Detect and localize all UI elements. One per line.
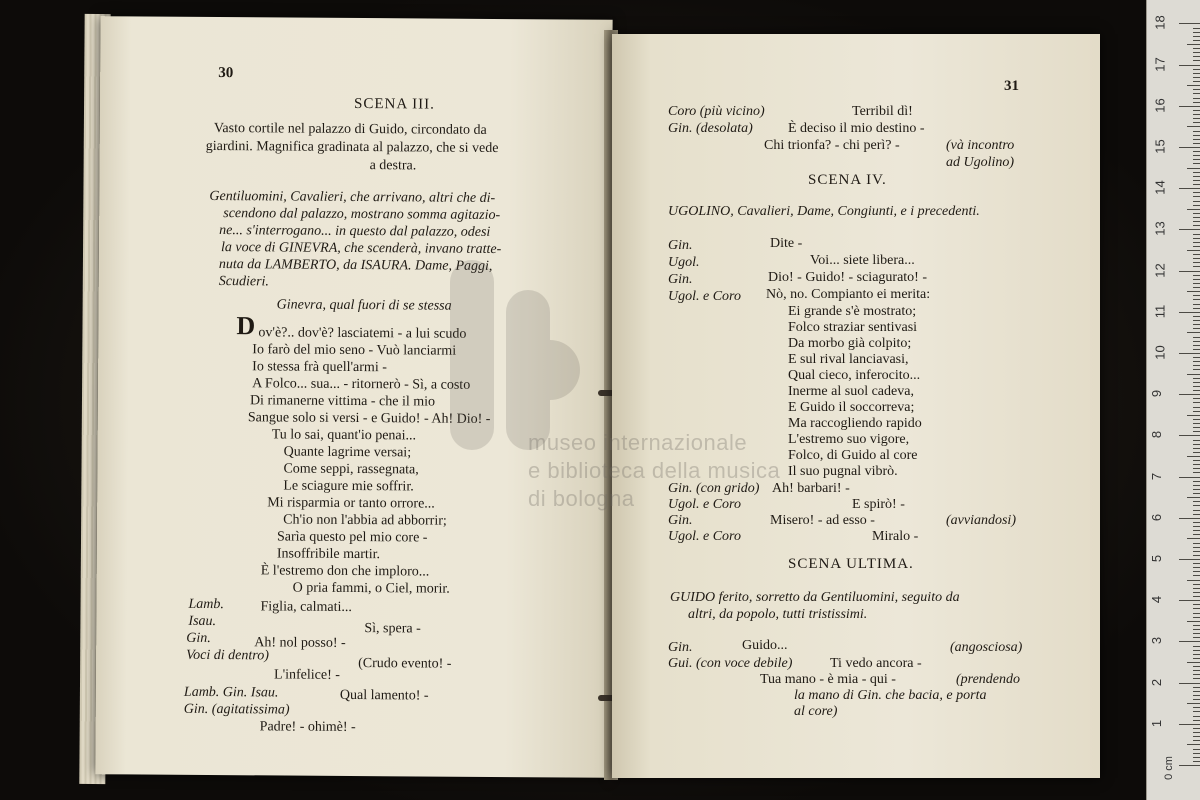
ruler-tick (1187, 291, 1200, 292)
dialogue-text: Ah! barbari! - (772, 481, 850, 496)
ruler-tick (1193, 225, 1200, 226)
ruler-tick (1193, 402, 1200, 403)
ruler-tick (1193, 328, 1200, 329)
ruler-tick (1193, 551, 1200, 552)
dialogue-text: L'infelice! - (274, 667, 340, 683)
ruler-tick (1193, 699, 1200, 700)
ruler-tick (1193, 658, 1200, 659)
ruler-tick (1193, 320, 1200, 321)
ruler-tick (1187, 126, 1200, 127)
verse-line: L'estremo suo vigore, (788, 432, 910, 447)
ruler-tick (1193, 740, 1200, 741)
ruler-tick (1193, 761, 1200, 762)
dialogue-text: Padre! - ohimè! - (259, 719, 356, 736)
ruler-tick (1193, 180, 1200, 181)
speaker-label: Ugol. e Coro (668, 529, 741, 544)
verse-line: Quante lagrime versai; (283, 444, 412, 461)
ruler-tick (1193, 650, 1200, 651)
verse-line: A Folco... sua... - ritornerò - Sì, a costo (252, 376, 471, 393)
verse-line: Sangue solo si versi - e Guido! - Ah! Dio! - (247, 410, 491, 427)
ruler-tick (1193, 98, 1200, 99)
ruler-tick (1187, 44, 1200, 45)
dialogue-text: (Crudo evento! - (358, 656, 452, 672)
speaker-label: Lamb. (188, 596, 225, 613)
verse-line: Mi risparmia or tanto orrore... (267, 495, 435, 512)
ruler-tick (1187, 497, 1200, 498)
ruler-tick (1193, 608, 1200, 609)
ruler-tick (1193, 279, 1200, 280)
verse-line: Insoffribile martir. (276, 546, 381, 563)
ruler-tick (1179, 559, 1200, 560)
ruler-tick (1193, 464, 1200, 465)
ruler-tick (1193, 196, 1200, 197)
dialogue-text: E spirò! - (852, 497, 905, 512)
ruler-tick (1193, 720, 1200, 721)
ruler-number: 18 (1152, 15, 1168, 31)
ruler-tick (1179, 229, 1200, 230)
ruler-tick (1193, 151, 1200, 152)
stage-direction-line: Gentiluomini, Cavalieri, che arrivano, altri che di- (209, 188, 496, 206)
ruler-tick (1193, 613, 1200, 614)
drop-cap: D (236, 311, 256, 341)
verse-line: Ch'io non l'abbia ad abborrir; (283, 512, 447, 529)
ruler-tick (1193, 637, 1200, 638)
dialogue-text: Figlia, calmati... (260, 599, 352, 615)
ruler-tick (1193, 275, 1200, 276)
ruler-tick (1193, 361, 1200, 362)
ruler-number: 16 (1152, 98, 1168, 113)
watermark-text: e biblioteca della musica (528, 458, 781, 483)
verse-line: Di rimanerne vittima - che il mio (249, 393, 436, 410)
stage-direction-line: Scudieri. (218, 274, 270, 290)
ruler-tick (1193, 654, 1200, 655)
ruler-tick (1193, 213, 1200, 214)
stage-note: la mano di Gin. che bacia, e porta (794, 688, 987, 703)
ruler-tick (1193, 139, 1200, 140)
ruler-tick (1193, 423, 1200, 424)
speaker-label: Gin. (agitatissima) (183, 701, 290, 718)
stage-note: (angosciosa) (950, 640, 1023, 655)
ruler-tick (1193, 258, 1200, 259)
ruler-tick (1193, 36, 1200, 37)
scene-title-3: SCENA III. (353, 95, 435, 113)
setting-line: a destra. (369, 158, 417, 174)
dialogue-text: Misero! - ad esso - (770, 513, 875, 528)
ruler-tick (1193, 93, 1200, 94)
ruler-tick (1193, 489, 1200, 490)
ruler-tick (1179, 477, 1200, 478)
ruler-number: 8 (1149, 431, 1165, 439)
stage-note: ad Ugolino) (946, 155, 1015, 170)
ruler-tick (1193, 266, 1200, 267)
ruler-tick (1193, 670, 1200, 671)
stage-direction-line: nuta da LAMBERTO, da ISAURA. Dame, Paggi, (218, 257, 493, 274)
stage-note: (avviandosi) (946, 513, 1016, 528)
ruler-tick (1193, 89, 1200, 90)
speaker-label: Isau. (188, 613, 217, 630)
watermark-text: di bologna (528, 486, 635, 511)
dialogue-text: È deciso il mio destino - (788, 121, 925, 136)
ruler-tick (1179, 518, 1200, 519)
ruler-tick (1193, 666, 1200, 667)
stage-direction-line: ne... s'interrogano... in questo dal palazzo, odesi (219, 223, 491, 240)
ruler-tick (1193, 736, 1200, 737)
verse-line: Ei grande s'è mostrato; (788, 304, 917, 319)
stage-note: (prendendo (956, 672, 1021, 687)
speaker-label: Gin. (668, 238, 693, 253)
ruler-tick (1187, 168, 1200, 169)
speaker-label: Voci di dentro) (186, 647, 269, 664)
ruler-tick (1193, 588, 1200, 589)
ruler-tick (1193, 468, 1200, 469)
stage-direction-line: scendono dal palazzo, mostrano somma agitazio- (223, 206, 501, 224)
ruler-tick (1193, 711, 1200, 712)
ruler-tick (1179, 600, 1200, 601)
ruler-tick (1193, 324, 1200, 325)
ruler-tick (1187, 374, 1200, 375)
dialogue-text: Ti vedo ancora - (830, 656, 922, 671)
ruler-tick (1187, 621, 1200, 622)
ruler-tick (1193, 304, 1200, 305)
dialogue-text: Dio! - Guido! - sciagurato! - (768, 270, 928, 285)
ruler-number: 15 (1152, 139, 1168, 154)
ruler-tick (1179, 765, 1200, 766)
verse-line: È l'estremo don che imploro... (260, 563, 430, 580)
measurement-ruler (1146, 0, 1200, 800)
ruler-tick (1193, 674, 1200, 675)
ruler-tick (1187, 209, 1200, 210)
ruler-tick (1179, 23, 1200, 24)
ruler-tick (1193, 707, 1200, 708)
ruler-tick (1187, 456, 1200, 457)
ruler-tick (1193, 60, 1200, 61)
ruler-tick (1193, 114, 1200, 115)
ruler-tick (1187, 580, 1200, 581)
ruler-tick (1193, 254, 1200, 255)
ruler-tick (1193, 48, 1200, 49)
ruler-tick (1193, 378, 1200, 379)
ruler-tick (1193, 316, 1200, 317)
ruler-tick (1193, 337, 1200, 338)
ruler-tick (1193, 217, 1200, 218)
ruler-tick (1193, 629, 1200, 630)
ruler-tick (1193, 596, 1200, 597)
ruler-tick (1193, 493, 1200, 494)
ruler-tick (1193, 357, 1200, 358)
speaker-label: Gin. (desolata) (668, 121, 753, 136)
ruler-tick (1193, 341, 1200, 342)
ruler-tick (1193, 201, 1200, 202)
right-page (612, 34, 1100, 778)
ruler-number: 12 (1152, 262, 1168, 278)
ruler-tick (1193, 135, 1200, 136)
ruler-tick (1193, 584, 1200, 585)
verse-line: Ma raccogliendo rapido (788, 416, 922, 431)
ruler-tick (1193, 77, 1200, 78)
ruler-tick (1193, 522, 1200, 523)
stage-direction-line: GUIDO ferito, sorretto da Gentiluomini, seguito da (670, 590, 960, 605)
ruler-number: 11 (1152, 304, 1168, 319)
speaker-label: Gin. (668, 640, 693, 655)
dialogue-text: Nò, no. Compianto ei merita: (766, 287, 931, 302)
speaker-label: Lamb. Gin. Isau. (183, 684, 279, 701)
dialogue-text: Ah! nol posso! - (254, 635, 346, 651)
ruler-tick (1193, 386, 1200, 387)
ruler-tick (1187, 332, 1200, 333)
verse-line: E sul rival lanciavasi, (788, 352, 909, 367)
ruler-tick (1193, 122, 1200, 123)
speaker-label: Ugol. e Coro (668, 497, 741, 512)
ruler-tick (1193, 345, 1200, 346)
ruler-tick (1179, 147, 1200, 148)
ruler-tick (1193, 728, 1200, 729)
page-number-left: 30 (218, 65, 234, 82)
ruler-tick (1193, 505, 1200, 506)
ruler-tick (1193, 407, 1200, 408)
dialogue-text: Terribil dì! (852, 104, 913, 119)
ruler-tick (1193, 184, 1200, 185)
ruler-tick (1179, 435, 1200, 436)
ruler-tick (1193, 221, 1200, 222)
ruler-number: 10 (1152, 345, 1168, 360)
ruler-tick (1193, 159, 1200, 160)
dialogue-text: Dite - (770, 236, 803, 251)
ruler-tick (1193, 646, 1200, 647)
ruler-tick (1193, 102, 1200, 103)
ruler-tick (1193, 262, 1200, 263)
ruler-tick (1193, 543, 1200, 544)
ruler-tick (1193, 176, 1200, 177)
ruler-tick (1193, 575, 1200, 576)
verse-line: Io farò del mio seno - Vuò lanciarmi (252, 342, 457, 359)
ruler-tick (1193, 69, 1200, 70)
ruler-tick (1179, 394, 1200, 395)
ruler-tick (1179, 724, 1200, 725)
ruler-tick (1179, 641, 1200, 642)
ruler-tick (1193, 514, 1200, 515)
ruler-tick (1193, 530, 1200, 531)
page-number-right: 31 (1004, 78, 1019, 94)
ruler-tick (1193, 749, 1200, 750)
ruler-tick (1193, 547, 1200, 548)
ruler-tick (1193, 440, 1200, 441)
ruler-tick (1193, 501, 1200, 502)
verse-line: Il suo pugnal vibrò. (788, 464, 898, 479)
ruler-tick (1193, 28, 1200, 29)
speaker-label: Gin. (186, 630, 211, 647)
ruler-tick (1193, 242, 1200, 243)
speaker-label: Gui. (con voce debile) (668, 656, 793, 671)
ruler-tick (1187, 744, 1200, 745)
ruler-number: 3 (1149, 637, 1165, 645)
ruler-tick (1193, 234, 1200, 235)
ruler-tick (1187, 85, 1200, 86)
ruler-tick (1193, 163, 1200, 164)
ruler-tick (1187, 538, 1200, 539)
verse-line: Le sciagure mie soffrir. (283, 478, 414, 495)
verse-line: ov'è?.. dov'è? lasciatemi - a lui scudo (258, 325, 467, 342)
speaker-label: Coro (più vicino) (668, 104, 765, 119)
ruler-tick (1193, 444, 1200, 445)
speaker-intro: Ginevra, qual fuori di se stessa (276, 297, 452, 314)
ruler-tick (1193, 687, 1200, 688)
ruler-tick (1187, 662, 1200, 663)
stage-note: al core) (794, 704, 838, 719)
speaker-label: Ugol. (668, 255, 700, 270)
ruler-number: 17 (1152, 56, 1168, 72)
ruler-tick (1193, 419, 1200, 420)
ruler-tick (1193, 365, 1200, 366)
ruler-tick (1193, 452, 1200, 453)
dialogue-text: Sì, spera - (364, 621, 421, 637)
ruler-tick (1193, 571, 1200, 572)
ruler-tick (1193, 472, 1200, 473)
ruler-tick (1193, 534, 1200, 535)
ruler-tick (1193, 308, 1200, 309)
verse-line: Sarìa questo pel mio core - (276, 529, 428, 546)
ruler-tick (1193, 238, 1200, 239)
ruler-number: 4 (1149, 596, 1165, 604)
ruler-tick (1193, 427, 1200, 428)
ruler-tick (1193, 110, 1200, 111)
dialogue-text: Miralo - (872, 529, 919, 544)
ruler-tick (1179, 188, 1200, 189)
speaker-label: Gin. (668, 513, 693, 528)
ruler-number: 1 (1149, 719, 1165, 727)
verse-line: Qual cieco, inferocito... (788, 368, 921, 383)
ruler-tick (1193, 143, 1200, 144)
ruler-number: 14 (1152, 180, 1168, 195)
ruler-tick (1193, 205, 1200, 206)
stage-direction-line: UGOLINO, Cavalieri, Dame, Congiunti, e i precedenti. (668, 204, 980, 219)
stage-direction-line: altri, da popolo, tutti tristissimi. (688, 607, 868, 622)
ruler-tick (1193, 32, 1200, 33)
ruler-tick (1179, 353, 1200, 354)
ruler-tick (1193, 295, 1200, 296)
verse-line: Inerme al suol cadeva, (788, 384, 914, 399)
ruler-unit-label: 0 cm (1162, 756, 1175, 780)
ruler-number: 6 (1149, 513, 1165, 521)
ruler-tick (1193, 81, 1200, 82)
ruler-tick (1193, 283, 1200, 284)
ruler-tick (1193, 678, 1200, 679)
ruler-tick (1193, 481, 1200, 482)
speaker-label: Gin. (con grido) (668, 481, 760, 496)
ruler-tick (1193, 382, 1200, 383)
watermark-text: museo internazionale (528, 430, 748, 455)
ruler-tick (1193, 192, 1200, 193)
ruler-tick (1193, 716, 1200, 717)
ruler-tick (1193, 510, 1200, 511)
verse-line: Tu lo sai, quant'io penai... (271, 427, 417, 444)
ruler-number: 9 (1149, 390, 1165, 398)
ruler-tick (1193, 299, 1200, 300)
dialogue-text: Tua mano - è mia - qui - (760, 672, 896, 687)
dialogue-text: Guido... (742, 638, 788, 653)
ruler-tick (1193, 131, 1200, 132)
ruler-tick (1193, 40, 1200, 41)
ruler-tick (1179, 106, 1200, 107)
ruler-tick (1187, 703, 1200, 704)
ruler-tick (1193, 732, 1200, 733)
ruler-tick (1193, 485, 1200, 486)
verse-line: Come seppi, rassegnata, (283, 461, 419, 478)
ruler-number: 2 (1149, 678, 1165, 686)
ruler-tick (1193, 172, 1200, 173)
ruler-tick (1193, 448, 1200, 449)
ruler-tick (1193, 617, 1200, 618)
ruler-tick (1187, 415, 1200, 416)
verse-line: O pria fammi, o Ciel, morir. (292, 580, 450, 597)
ruler-tick (1179, 65, 1200, 66)
ruler-tick (1193, 56, 1200, 57)
ruler-tick (1193, 398, 1200, 399)
speaker-label: Ugol. e Coro (668, 289, 741, 304)
ruler-number: 7 (1149, 472, 1165, 480)
ruler-tick (1179, 312, 1200, 313)
dialogue-text: Voi... siete libera... (810, 253, 915, 268)
ruler-tick (1193, 287, 1200, 288)
ruler-tick (1193, 757, 1200, 758)
verse-line: Da morbo già colpito; (788, 336, 912, 351)
speaker-label: Gin. (668, 272, 693, 287)
dialogue-text: Qual lamento! - (339, 687, 429, 704)
ruler-tick (1193, 460, 1200, 461)
dialogue-text: Chi trionfa? - chi perì? - (764, 138, 900, 153)
ruler-tick (1193, 753, 1200, 754)
stage-direction-line: la voce di GINEVRA, che scenderà, invano tratte- (220, 240, 502, 258)
ruler-tick (1193, 411, 1200, 412)
ruler-tick (1193, 695, 1200, 696)
ruler-number: 13 (1152, 221, 1168, 237)
scene-title-final: SCENA ULTIMA. (788, 556, 914, 572)
ruler-tick (1193, 246, 1200, 247)
ruler-tick (1193, 691, 1200, 692)
verse-line: Io stessa frà quell'armi - (252, 359, 387, 376)
ruler-tick (1193, 555, 1200, 556)
left-page (95, 16, 612, 778)
ruler-tick (1193, 155, 1200, 156)
ruler-tick (1193, 349, 1200, 350)
verse-line: E Guido il soccorreva; (788, 400, 915, 415)
ruler-tick (1193, 567, 1200, 568)
ruler-tick (1193, 592, 1200, 593)
setting-line: Vasto cortile nel palazzo di Guido, circondato da (213, 121, 487, 138)
ruler-tick (1193, 390, 1200, 391)
ruler-tick (1193, 604, 1200, 605)
ruler-tick (1179, 683, 1200, 684)
ruler-tick (1193, 563, 1200, 564)
ruler-number: 5 (1149, 554, 1165, 563)
verse-line: Folco straziar sentivasi (788, 320, 918, 335)
scene-title-4: SCENA IV. (808, 172, 887, 188)
ruler-tick (1193, 369, 1200, 370)
ruler-tick (1179, 271, 1200, 272)
ruler-tick (1193, 625, 1200, 626)
ruler-tick (1193, 73, 1200, 74)
ruler-tick (1193, 431, 1200, 432)
verse-line: Folco, di Guido al core (788, 448, 918, 463)
ruler-tick (1193, 633, 1200, 634)
ruler-tick (1193, 526, 1200, 527)
ruler-tick (1187, 250, 1200, 251)
ruler-tick (1193, 118, 1200, 119)
setting-line: giardini. Magnifica gradinata al palazzo, che si vede (205, 138, 499, 157)
ruler-tick (1193, 52, 1200, 53)
stage-note: (và incontro (946, 138, 1015, 153)
